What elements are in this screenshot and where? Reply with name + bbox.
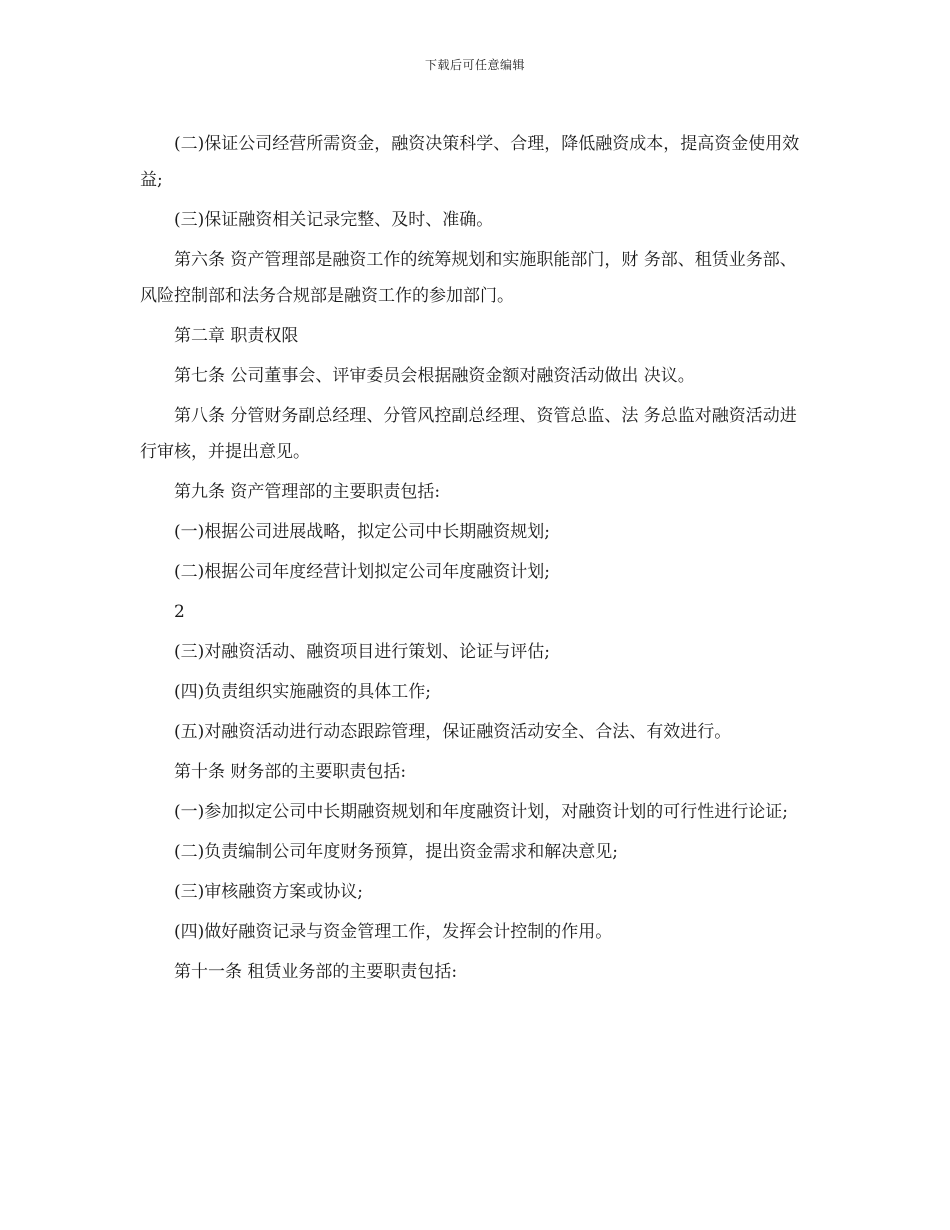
paragraph: 第十一条 租赁业务部的主要职责包括: bbox=[174, 962, 458, 982]
list-item: (二)负责编制公司年度财务预算，提出资金需求和解决意见; bbox=[174, 842, 618, 862]
list-item: (四)负责组织实施融资的具体工作; bbox=[174, 682, 431, 702]
chapter-heading: 第二章 职责权限 bbox=[174, 326, 299, 346]
page-number: 2 bbox=[174, 602, 185, 622]
list-item: (五)对融资活动进行动态跟踪管理，保证融资活动安全、合法、有效进行。 bbox=[174, 722, 732, 742]
document-body bbox=[140, 126, 810, 994]
list-item: (三)对融资活动、融资项目进行策划、论证与评估; bbox=[174, 642, 550, 662]
list-item: (一)参加拟定公司中长期融资规划和年度融资计划，对融资计划的可行性进行论证; bbox=[174, 802, 788, 822]
paragraph: 第九条 资产管理部的主要职责包括: bbox=[174, 482, 441, 502]
paragraph: 第六条 资产管理部是融资工作的统筹规划和实施职能部门，财 务部、租赁业务部、风险控制部和法务合规部是融资工作的参加部门。 bbox=[140, 250, 797, 306]
paragraph: 第十条 财务部的主要职责包括: bbox=[174, 762, 407, 782]
paragraph: (二)保证公司经营所需资金，融资决策科学、合理，降低融资成本，提高资金使用效益; bbox=[140, 134, 800, 190]
paragraph: 第七条 公司董事会、评审委员会根据融资金额对融资活动做出 决议。 bbox=[174, 366, 695, 386]
list-item: (四)做好融资记录与资金管理工作，发挥会计控制的作用。 bbox=[174, 922, 613, 942]
list-item: (二)根据公司年度经营计划拟定公司年度融资计划; bbox=[174, 562, 550, 582]
list-item: (三)审核融资方案或协议; bbox=[174, 882, 363, 902]
paragraph: 第八条 分管财务副总经理、分管风控副总经理、资管总监、法 务总监对融资活动进行审核，并提出意见。 bbox=[140, 406, 797, 462]
list-item: (一)根据公司进展战略，拟定公司中长期融资规划; bbox=[174, 522, 550, 542]
paragraph: (三)保证融资相关记录完整、及时、准确。 bbox=[174, 210, 494, 230]
page-header: 下载后可任意编辑 bbox=[424, 58, 525, 72]
